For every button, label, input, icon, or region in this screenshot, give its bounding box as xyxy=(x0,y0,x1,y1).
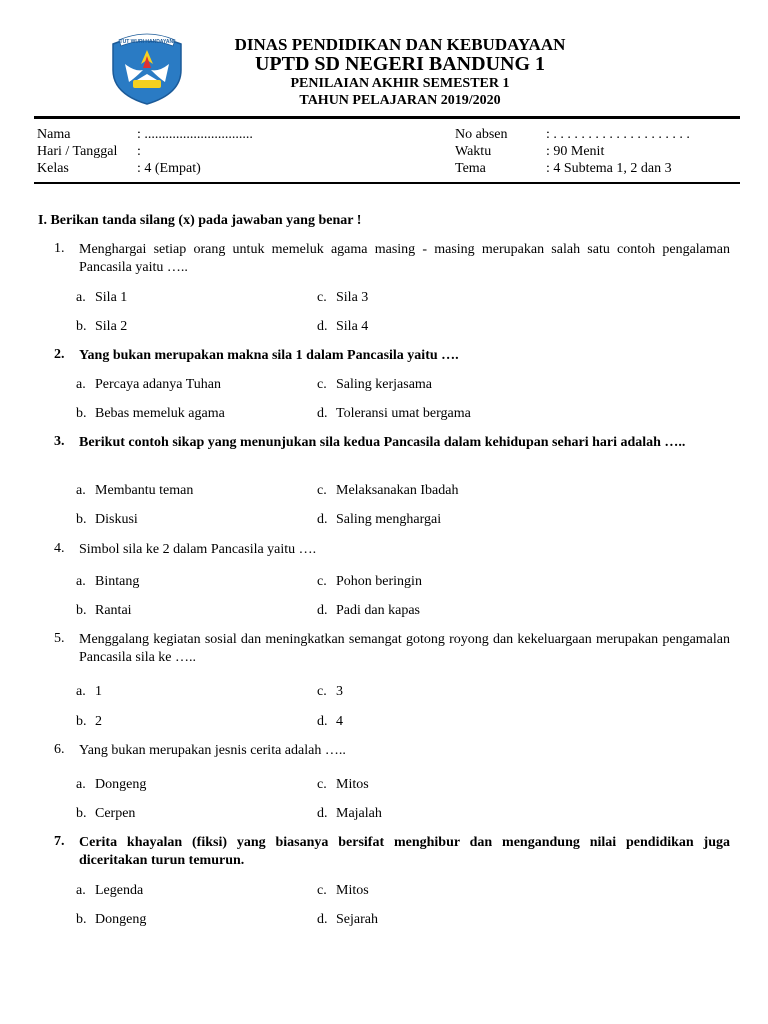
question-number: 1. xyxy=(54,241,65,256)
option-b[interactable]: b. Diskusi xyxy=(76,512,138,527)
waktu-label: Waktu xyxy=(455,144,492,159)
nama-label: Nama xyxy=(37,127,71,142)
question-number: 4. xyxy=(54,541,65,556)
option-d[interactable]: d. Padi dan kapas xyxy=(317,603,420,618)
kelas-value: : 4 (Empat) xyxy=(137,161,201,176)
top-divider xyxy=(34,116,740,119)
kelas-label: Kelas xyxy=(37,161,69,176)
no-absen-field[interactable]: : . . . . . . . . . . . . . . . . . . . . xyxy=(546,127,690,142)
option-b[interactable]: b. 2 xyxy=(76,714,102,729)
option-b[interactable]: b. Bebas memeluk agama xyxy=(76,406,225,421)
question-number: 3. xyxy=(54,434,65,449)
hari-tanggal-label: Hari / Tanggal xyxy=(37,144,118,159)
question-text: Yang bukan merupakan makna sila 1 dalam Pancasila yaitu …. xyxy=(79,348,459,363)
option-d[interactable]: d. 4 xyxy=(317,714,343,729)
nama-field[interactable]: : ............................... xyxy=(137,127,253,142)
option-c[interactable]: c. Sila 3 xyxy=(317,290,369,305)
question-number: 7. xyxy=(54,834,65,849)
question-text: Cerita khayalan (fiksi) yang biasanya bersifat menghibur dan mengandung nilai pendidikan juga diceritakan turun temurun. xyxy=(79,835,730,868)
question-number: 5. xyxy=(54,631,65,646)
option-a[interactable]: a. Dongeng xyxy=(76,777,147,792)
option-d[interactable]: d. Saling menghargai xyxy=(317,512,442,527)
option-c[interactable]: c. Melaksanakan Ibadah xyxy=(317,483,459,498)
option-c[interactable]: c. Mitos xyxy=(317,883,369,898)
option-a[interactable]: a. Sila 1 xyxy=(76,290,128,305)
option-c[interactable]: c. Pohon beringin xyxy=(317,574,422,589)
question-number: 2. xyxy=(54,347,65,362)
option-a[interactable]: a. Legenda xyxy=(76,883,144,898)
header-exam: PENILAIAN AKHIR SEMESTER 1 xyxy=(290,76,510,91)
question-number: 6. xyxy=(54,742,65,757)
section-instruction: I. Berikan tanda silang (x) pada jawaban yang benar ! xyxy=(38,213,362,228)
option-d[interactable]: d. Sila 4 xyxy=(317,319,369,334)
option-a[interactable]: a. Membantu teman xyxy=(76,483,194,498)
tut-wuri-handayani-logo xyxy=(107,26,187,106)
question-text: Yang bukan merupakan jesnis cerita adalah ….. xyxy=(79,743,346,758)
option-b[interactable]: b. Cerpen xyxy=(76,806,136,821)
waktu-value: : 90 Menit xyxy=(546,144,605,159)
option-d[interactable]: d. Sejarah xyxy=(317,912,378,927)
tema-value: : 4 Subtema 1, 2 dan 3 xyxy=(546,161,672,176)
svg-text:TUT WURI HANDAYANI: TUT WURI HANDAYANI xyxy=(119,39,175,45)
option-d[interactable]: d. Toleransi umat bergama xyxy=(317,406,471,421)
option-a[interactable]: a. Bintang xyxy=(76,574,140,589)
no-absen-label: No absen xyxy=(455,127,508,142)
bottom-divider xyxy=(34,182,740,184)
option-a[interactable]: a. 1 xyxy=(76,684,102,699)
option-a[interactable]: a. Percaya adanya Tuhan xyxy=(76,377,221,392)
question-text: Berikut contoh sikap yang menunjukan sila kedua Pancasila dalam kehidupan sehari hari adalah ….. xyxy=(79,435,686,450)
question-text: Menghargai setiap orang untuk memeluk agama masing - masing merupakan salah satu contoh pengalaman Pancasila yaitu ….. xyxy=(79,242,730,275)
option-c[interactable]: c. Saling kerjasama xyxy=(317,377,433,392)
header-school: UPTD SD NEGERI BANDUNG 1 xyxy=(254,53,546,75)
option-c[interactable]: c. 3 xyxy=(317,684,343,699)
header-agency: DINAS PENDIDIKAN DAN KEBUDAYAAN xyxy=(234,35,566,54)
header-year: TAHUN PELAJARAN 2019/2020 xyxy=(299,93,501,108)
option-b[interactable]: b. Sila 2 xyxy=(76,319,128,334)
option-c[interactable]: c. Mitos xyxy=(317,777,369,792)
question-text: Menggalang kegiatan sosial dan meningkatkan semangat gotong royong dan kekeluargaan merupakan pengamalan Pancasila sila ke ….. xyxy=(79,632,730,665)
option-b[interactable]: b. Rantai xyxy=(76,603,132,618)
hari-tanggal-field[interactable]: : xyxy=(137,144,141,159)
option-b[interactable]: b. Dongeng xyxy=(76,912,147,927)
question-text: Simbol sila ke 2 dalam Pancasila yaitu …. xyxy=(79,542,317,557)
tema-label: Tema xyxy=(455,161,486,176)
option-d[interactable]: d. Majalah xyxy=(317,806,382,821)
